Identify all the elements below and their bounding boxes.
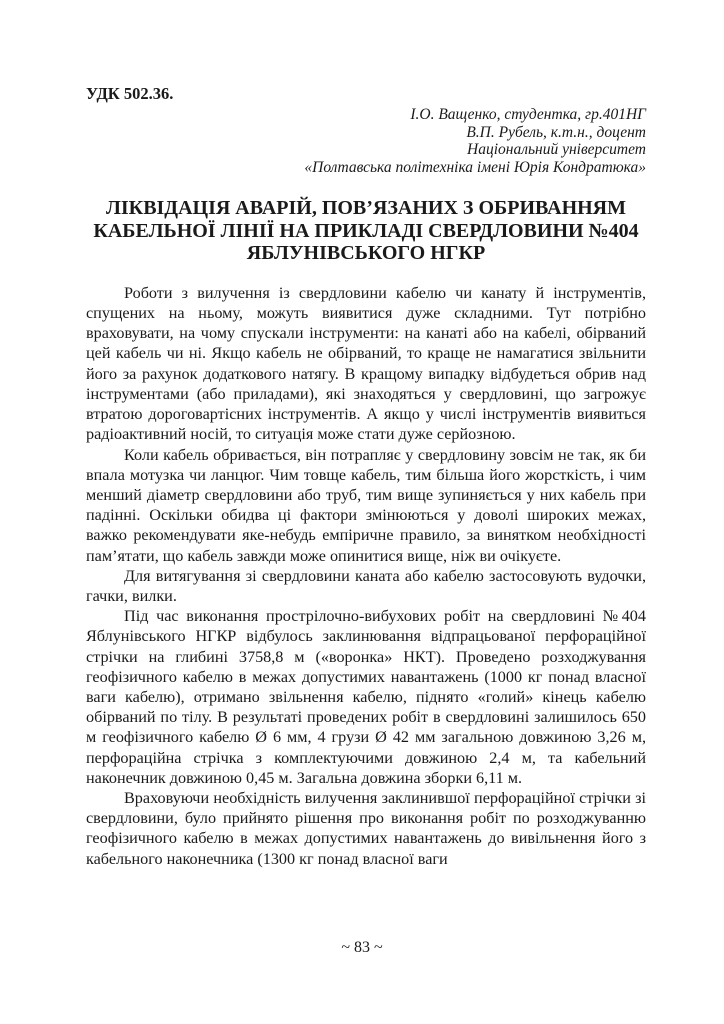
paper-body xyxy=(86,283,646,869)
paper-title xyxy=(86,197,646,265)
byline-university: Національний університет xyxy=(467,141,646,159)
byline-author-2: В.П. Рубель, к.т.н., доцент xyxy=(466,123,646,141)
page-number: ~ 83 ~ xyxy=(341,939,383,956)
paragraph-3: Для витягування зі свердловини каната або кабелю застосовують вудочки, гачки, вилки. xyxy=(86,566,646,605)
paragraph-5: Враховуючи необхідність вилучення заклинившої перфораційної стрічки зі свердловини, було прийнято рішення про виконання робіт по розходжуванню геофізичного кабелю в межах допустимих навантажень до вивільнення його з кабельного наконечника (1300 кг понад власної ваги xyxy=(86,788,646,868)
byline-block xyxy=(86,106,646,176)
paragraph-4: Під час виконання прострілочно-вибухових робіт на свердловині №404 Яблунівського НГКР відбулось заклинювання відпрацьованої перфораційної стрічки на глибині 3758,8 м («воронка» НКТ). Проведено розходжування геофізичного кабелю в межах допустимих навантажень (1000 кг понад власної ваги кабелю), отримано звільнення кабелю, піднято «голий» кінець кабелю обірваний по тілу. В результаті проведених робіт в свердловині залишилось 650 м геофізичного кабелю Ø 6 мм, 4 грузи Ø 42 мм загальною довжиною 3,26 м, перфораційна стрічка з комплектуючими довжиною 2,4 м, та кабельний наконечник довжиною 0,45 м. Загальна довжина зборки 6,11 м. xyxy=(86,607,646,787)
paper-title-line-3: ЯБЛУНІВСЬКОГО НГКР xyxy=(246,242,486,265)
byline-author-1: І.О. Ващенко, студентка, гр.401НГ xyxy=(410,106,646,123)
udc-code: УДК 502.36. xyxy=(86,84,174,103)
paper-title-line-2: КАБЕЛЬНОЇ ЛІНІЇ НА ПРИКЛАДІ СВЕРДЛОВИНИ №404 xyxy=(93,219,639,242)
paragraph-2: Коли кабель обривається, він потрапляє у свердловину зовсім не так, як би впала мотузка чи ланцюг. Чим товще кабель, тим більша його жорсткість, і чим менший діаметр свердловини або труб, тим вище зупиняється у них кабель при падінні. Оскільки обидва ці фактори змінюються у доволі широких межах, важко рекомендувати яке-небудь емпіричне правило, за винятком необхідності пам’ятати, що кабель завжди може опинитися вище, ніж ви очікуєте. xyxy=(86,445,646,565)
paper-title-line-1: ЛІКВІДАЦІЯ АВАРІЙ, ПОВ’ЯЗАНИХ З ОБРИВАННЯМ xyxy=(106,197,626,220)
byline-university-name: «Полтавська політехніка імені Юрія Кондратюка» xyxy=(304,158,646,176)
paragraph-1: Роботи з вилучення із свердловини кабелю чи канату й інструментів, спущених на ньому, можуть виявитися дуже складними. Тут потрібно враховувати, на чому спускали інструменти: на канаті або на кабелі, обірваний цей кабель чи ні. Якщо кабель не обірваний, то краще не намагатися звільнити його за рахунок додаткового натягу. В кращому випадку відбудеться обрив над інструментами (або приладами), які знаходяться у свердловині, що загрожує втратою дороговартісних інструментів. А якщо у числі інструментів виявиться радіоактивний носій, то ситуація може стати дуже серйозною. xyxy=(86,283,646,444)
